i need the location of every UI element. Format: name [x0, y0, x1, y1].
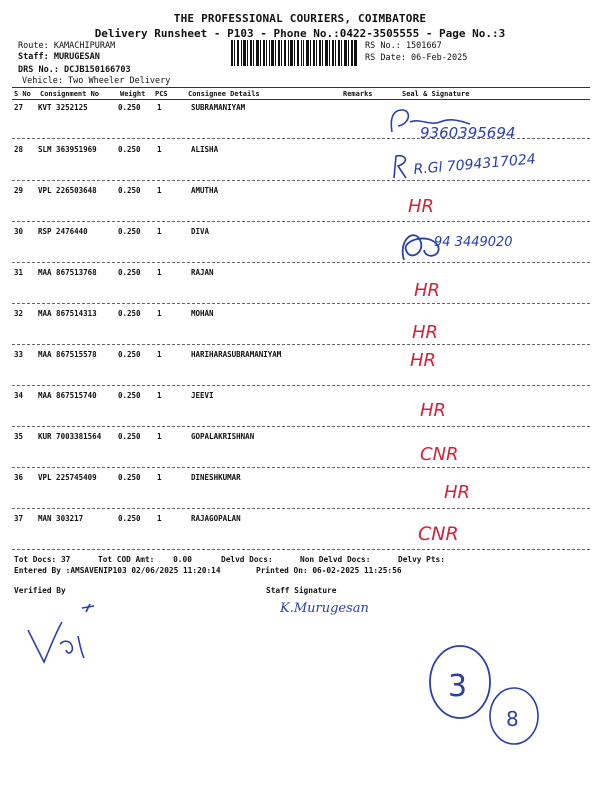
row-sno: 28 [14, 145, 24, 154]
row-consignment: KVT 3252125 [38, 103, 88, 112]
svg-text:9360395694: 9360395694 [420, 124, 516, 142]
row-weight: 0.250 [118, 391, 141, 400]
row-weight: 0.250 [118, 473, 141, 482]
row-consignment: MAA 867515578 [38, 350, 97, 359]
row-consignment: KUR 7003381564 [38, 432, 102, 441]
staff-label: Staff: MURUGESAN [18, 52, 100, 62]
row-consignee: ALISHA [191, 145, 219, 154]
row-sno: 33 [14, 350, 24, 359]
drs-number: DRS No.: DCJB150166703 [18, 65, 131, 75]
circled-page-numbers [420, 640, 560, 752]
row-weight: 0.250 [118, 514, 141, 523]
staff-handwritten-signature-icon [276, 592, 406, 622]
row-consignment: RSP 2476440 [38, 227, 88, 236]
handwritten-signature-icon [403, 235, 513, 260]
row-weight: 0.250 [118, 186, 141, 195]
handwritten-mark-icon: CNR [418, 523, 459, 545]
row-consignee: SUBRAMANIYAM [191, 103, 246, 112]
row-pcs: 1 [157, 391, 162, 400]
handwritten-mark-icon: HR [414, 280, 441, 301]
handwritten-mark-icon: HR [420, 400, 447, 421]
col-consignee: Consignee Details [188, 90, 260, 98]
verified-by-label: Verified By [14, 586, 66, 595]
row-consignment: VPL 226503648 [38, 186, 97, 195]
col-consignment: Consignment No [40, 90, 100, 98]
row-pcs: 1 [157, 473, 162, 482]
row-sno: 27 [14, 103, 24, 112]
row-consignee: JEEVI [191, 391, 214, 400]
delvy-pts: Delvy Pts: [398, 555, 445, 564]
row-consignment: SLM 363951969 [38, 145, 97, 154]
row-sno: 36 [14, 473, 24, 482]
row-sno: 30 [14, 227, 24, 236]
handwritten-mark-icon: HR [408, 196, 435, 217]
row-consignee: RAJAN [191, 268, 214, 277]
row-sno: 37 [14, 514, 24, 523]
row-pcs: 1 [157, 145, 162, 154]
row-consignment: MAA 867515740 [38, 391, 97, 400]
vehicle-label: Vehicle: Two Wheeler Delivery [22, 76, 171, 86]
row-consignee: AMUTHA [191, 186, 219, 195]
handwritten-mark-icon: HR [410, 350, 437, 371]
col-weight: Weight [120, 90, 146, 98]
rs-date: RS Date: 06-Feb-2025 [365, 53, 468, 63]
handwritten-mark-icon: CNR [420, 444, 459, 465]
svg-text:K.Murugesan: K.Murugesan [280, 601, 369, 616]
handwritten-mark-icon: HR [444, 482, 471, 503]
circled-number-3: 3 [448, 669, 468, 704]
non-delvd-docs: Non Delvd Docs: [300, 555, 371, 564]
signatures-area [380, 100, 580, 560]
row-pcs: 1 [157, 514, 162, 523]
delvd-docs: Delvd Docs: [221, 555, 273, 564]
row-sno: 35 [14, 432, 24, 441]
staff-signature-label: Staff Signature [266, 586, 337, 595]
header-top-rule [12, 87, 590, 88]
handwritten-signature-icon [391, 110, 515, 142]
row-weight: 0.250 [118, 432, 141, 441]
svg-text:94 3449020: 94 3449020 [434, 235, 513, 250]
company-title: THE PROFESSIONAL COURIERS, COIMBATORE [173, 12, 427, 25]
row-sno: 31 [14, 268, 24, 277]
handwritten-signature-icon [394, 151, 536, 178]
row-sno: 34 [14, 391, 24, 400]
handwritten-mark-icon: HR [412, 322, 439, 343]
row-consignee: DIVA [191, 227, 210, 236]
row-consignment: MAN 303217 [38, 514, 84, 523]
verifier-signature-icon [20, 592, 140, 672]
row-pcs: 1 [157, 268, 162, 277]
barcode-icon [231, 40, 357, 66]
route-label: Route: KAMACHIPURAM [18, 41, 116, 51]
row-pcs: 1 [157, 309, 162, 318]
row-consignment: MAA 867514313 [38, 309, 97, 318]
row-pcs: 1 [157, 350, 162, 359]
row-weight: 0.250 [118, 103, 141, 112]
row-consignment: MAA 867513768 [38, 268, 97, 277]
row-weight: 0.250 [118, 350, 141, 359]
tot-docs: Tot Docs: 37 [14, 555, 71, 564]
row-weight: 0.250 [118, 145, 141, 154]
runsheet-subtitle: Delivery Runsheet - P103 - Phone No.:0422-3505555 - Page No.:3 [94, 27, 506, 40]
row-consignee: DINESHKUMAR [191, 473, 241, 482]
row-pcs: 1 [157, 186, 162, 195]
row-consignee: MOHAN [191, 309, 214, 318]
rs-number: RS No.: 1501667 [365, 41, 442, 51]
row-pcs: 1 [157, 103, 162, 112]
circled-number-8: 8 [506, 707, 519, 731]
row-consignee: GOPALAKRISHNAN [191, 432, 255, 441]
printed-on: Printed On: 06-02-2025 11:25:56 [256, 566, 402, 575]
col-seal-signature: Seal & Signature [402, 90, 470, 98]
row-sno: 32 [14, 309, 24, 318]
row-pcs: 1 [157, 227, 162, 236]
tot-cod-amount: Tot COD Amt: 0.00 [98, 555, 192, 564]
row-weight: 0.250 [118, 309, 141, 318]
col-sno: S No [14, 90, 31, 98]
row-sno: 29 [14, 186, 24, 195]
row-consignee: HARIHARASUBRAMANIYAM [191, 350, 282, 359]
row-weight: 0.250 [118, 268, 141, 277]
row-weight: 0.250 [118, 227, 141, 236]
entered-by: Entered By :AMSAVENIP103 02/06/2025 11:20:14 [14, 566, 221, 575]
row-consignee: RAJAGOPALAN [191, 514, 241, 523]
col-remarks: Remarks [343, 90, 373, 98]
row-pcs: 1 [157, 432, 162, 441]
svg-text:R.Gl 7094317024: R.Gl 7094317024 [412, 151, 537, 178]
col-pcs: PCS [155, 90, 168, 98]
row-consignment: VPL 225745409 [38, 473, 97, 482]
